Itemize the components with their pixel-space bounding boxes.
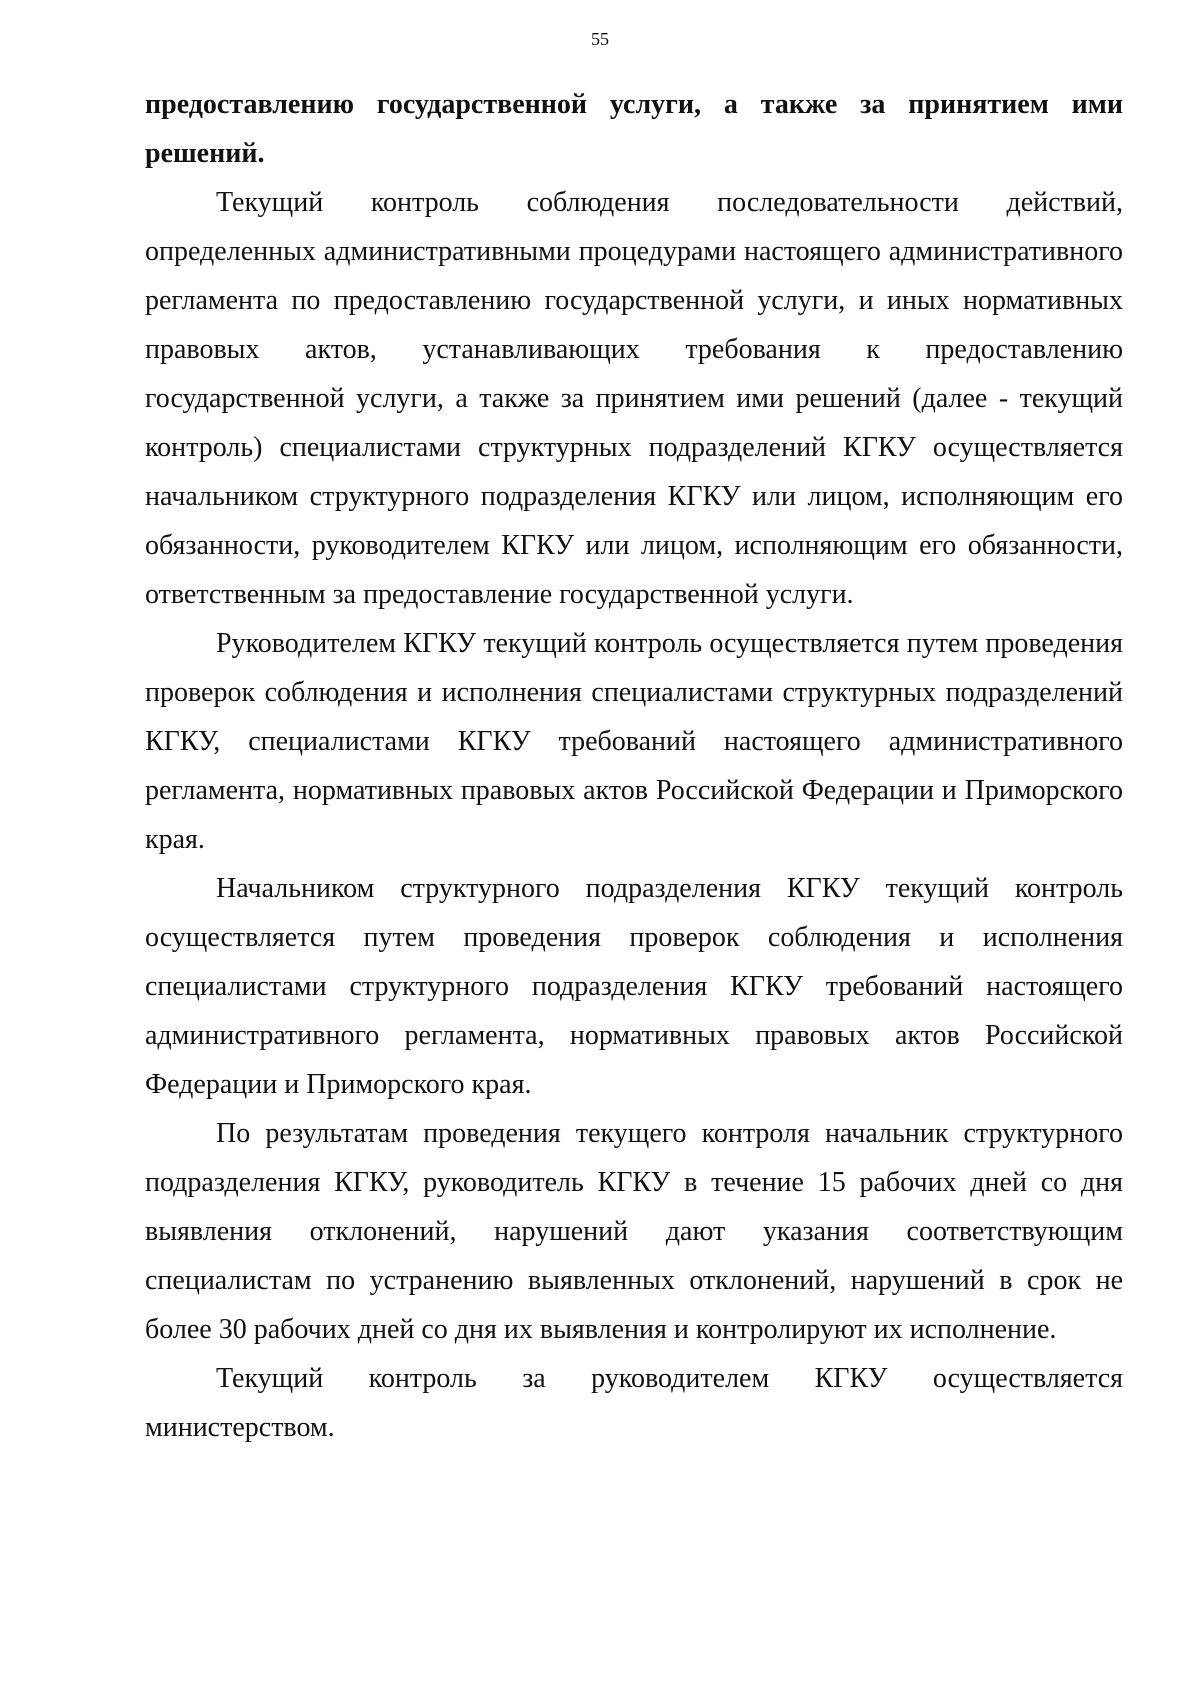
paragraph-ministry-control: Текущий контроль за руководителем КГКУ осуществляется министерством. <box>145 1363 1123 1443</box>
paragraph-control-results: По результатам проведения текущего контроля начальник структурного подразделения КГКУ, руководитель КГКУ в течение 15 рабочих дней со дня выявления отклонений, нарушений дают указания соответствующим специалистам по устранению выявленных отклонений, нарушений в срок не более 30 рабочих дней со дня их выявления и контролируют их исполнение. <box>145 1118 1123 1345</box>
document-body <box>145 80 1123 1452</box>
paragraph-unit-head-control: Начальником структурного подразделения КГКУ текущий контроль осуществляется путем проведения проверок соблюдения и исполнения специалистами структурного подразделения КГКУ требований настоящего административного регламента, нормативных правовых актов Российской Федерации и Приморского края. <box>145 873 1123 1100</box>
paragraph-current-control-definition: Текущий контроль соблюдения последовательности действий, определенных административными процедурами настоящего административного регламента по предоставлению государственной услуги, и иных нормативных правовых актов, устанавливающих требования к предоставлению государственной услуги, а также за принятием ими решений (далее - текущий контроль) специалистами структурных подразделений КГКУ осуществляется начальником структурного подразделения КГКУ или лицом, исполняющим его обязанности, руководителем КГКУ или лицом, исполняющим его обязанности, ответственным за предоставление государственной услуги. <box>145 187 1123 610</box>
paragraph-director-control: Руководителем КГКУ текущий контроль осуществляется путем проведения проверок соблюдения и исполнения специалистами структурных подразделений КГКУ, специалистами КГКУ требований настоящего административного регламента, нормативных правовых актов Российской Федерации и Приморского края. <box>145 628 1123 855</box>
section-heading-continuation: предоставлению государственной услуги, а также за принятием ими решений. <box>145 89 1123 169</box>
page-number: 55 <box>591 29 609 49</box>
